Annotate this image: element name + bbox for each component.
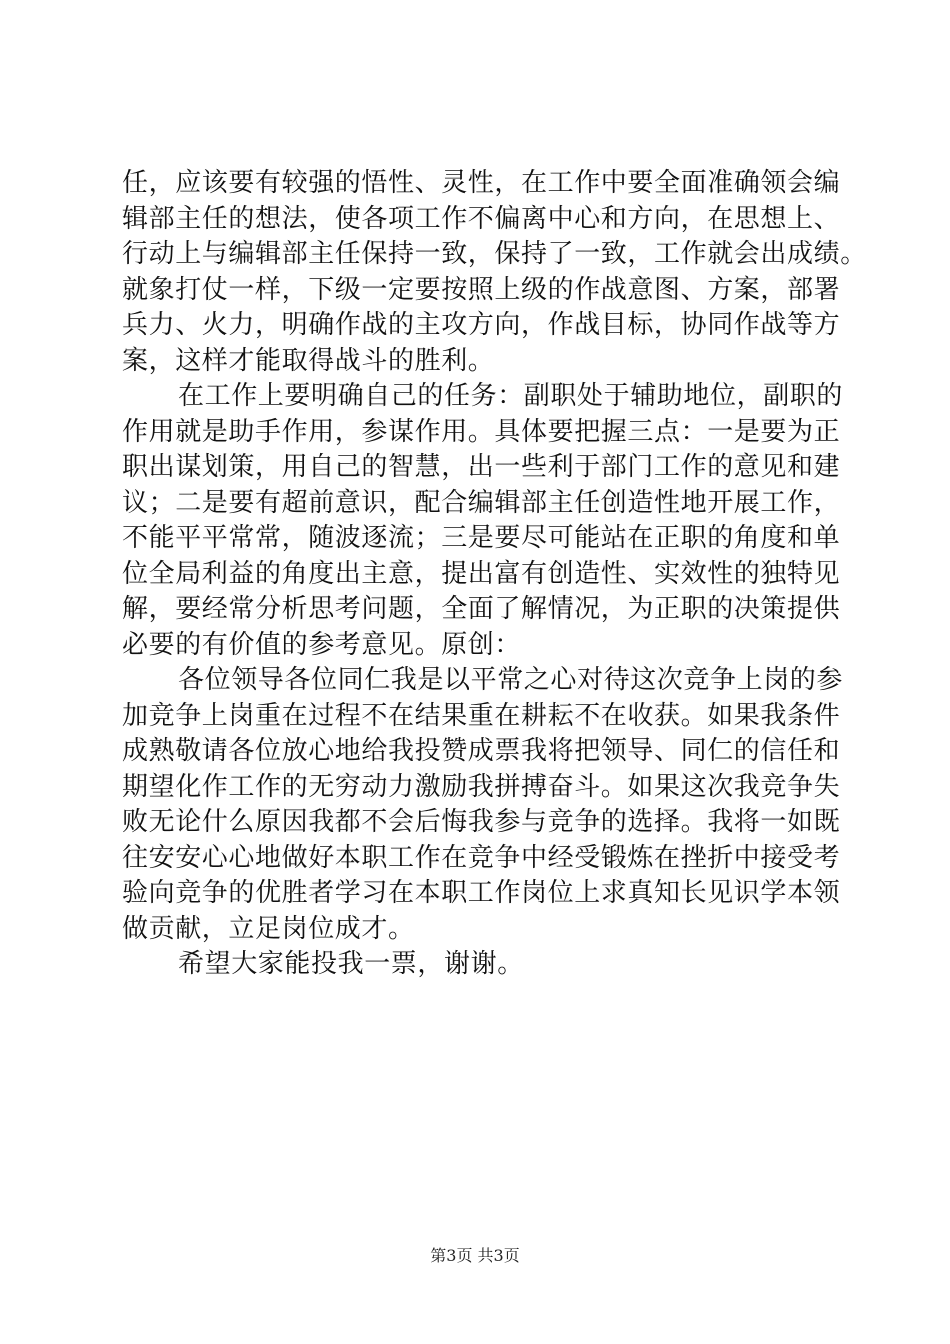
text-line: 不能平平常常，随波逐流；三是要尽可能站在正职的角度和单 — [122, 523, 841, 553]
text-line: 任，应该要有较强的悟性、灵性，在工作中要全面准确领会编 — [122, 168, 841, 198]
document-body — [122, 166, 867, 983]
text-line: 成熟敬请各位放心地给我投赞成票我将把领导、同仁的信任和 — [122, 736, 841, 766]
text-line: 验向竞争的优胜者学习在本职工作岗位上求真知长见识学本领 — [122, 878, 841, 908]
text-line: 兵力、火力，明确作战的主攻方向，作战目标，协同作战等方 — [122, 310, 841, 340]
text-line: 行动上与编辑部主任保持一致，保持了一致，工作就会出成绩。 — [122, 239, 867, 269]
text-line: 位全局利益的角度出主意，提出富有创造性、实效性的独特见 — [122, 558, 841, 589]
paragraph-start-line: 希望大家能投我一票，谢谢。 — [178, 949, 524, 979]
text-line: 作用就是助手作用，参谋作用。具体要把握三点：一是要为正 — [122, 416, 841, 447]
text-line: 就象打仗一样，下级一定要按照上级的作战意图、方案，部署 — [122, 274, 841, 305]
text-line: 加竞争上岗重在过程不在结果重在耕耘不在收获。如果我条件 — [122, 700, 841, 731]
text-line: 败无论什么原因我都不会后悔我参与竞争的选择。我将一如既 — [122, 807, 841, 837]
text-line: 往安安心心地做好本职工作在竞争中经受锻炼在挫折中接受考 — [122, 842, 841, 873]
text-line: 案，这样才能取得战斗的胜利。 — [122, 345, 495, 376]
paragraph-start-line: 各位领导各位同仁我是以平常之心对待这次竞争上岗的参 — [178, 665, 844, 695]
text-line: 做贡献，立足岗位成才。 — [122, 913, 415, 944]
text-line: 期望化作工作的无穷动力激励我拼搏奋斗。如果这次我竞争失 — [122, 771, 841, 802]
text-line: 辑部主任的想法，使各项工作不偏离中心和方向，在思想上、 — [122, 203, 841, 234]
page-number-footer: 第3页 共3页 — [430, 1246, 520, 1265]
text-line: 议；二是要有超前意识，配合编辑部主任创造性地开展工作， — [122, 487, 841, 518]
text-line: 解，要经常分析思考问题，全面了解情况，为正职的决策提供 — [122, 594, 841, 624]
paragraph-start-line: 在工作上要明确自己的任务：副职处于辅助地位，副职的 — [178, 381, 844, 411]
text-line: 职出谋划策，用自己的智慧，出一些利于部门工作的意见和建 — [122, 452, 841, 482]
text-line: 必要的有价值的参考意见。原创： — [122, 629, 522, 660]
